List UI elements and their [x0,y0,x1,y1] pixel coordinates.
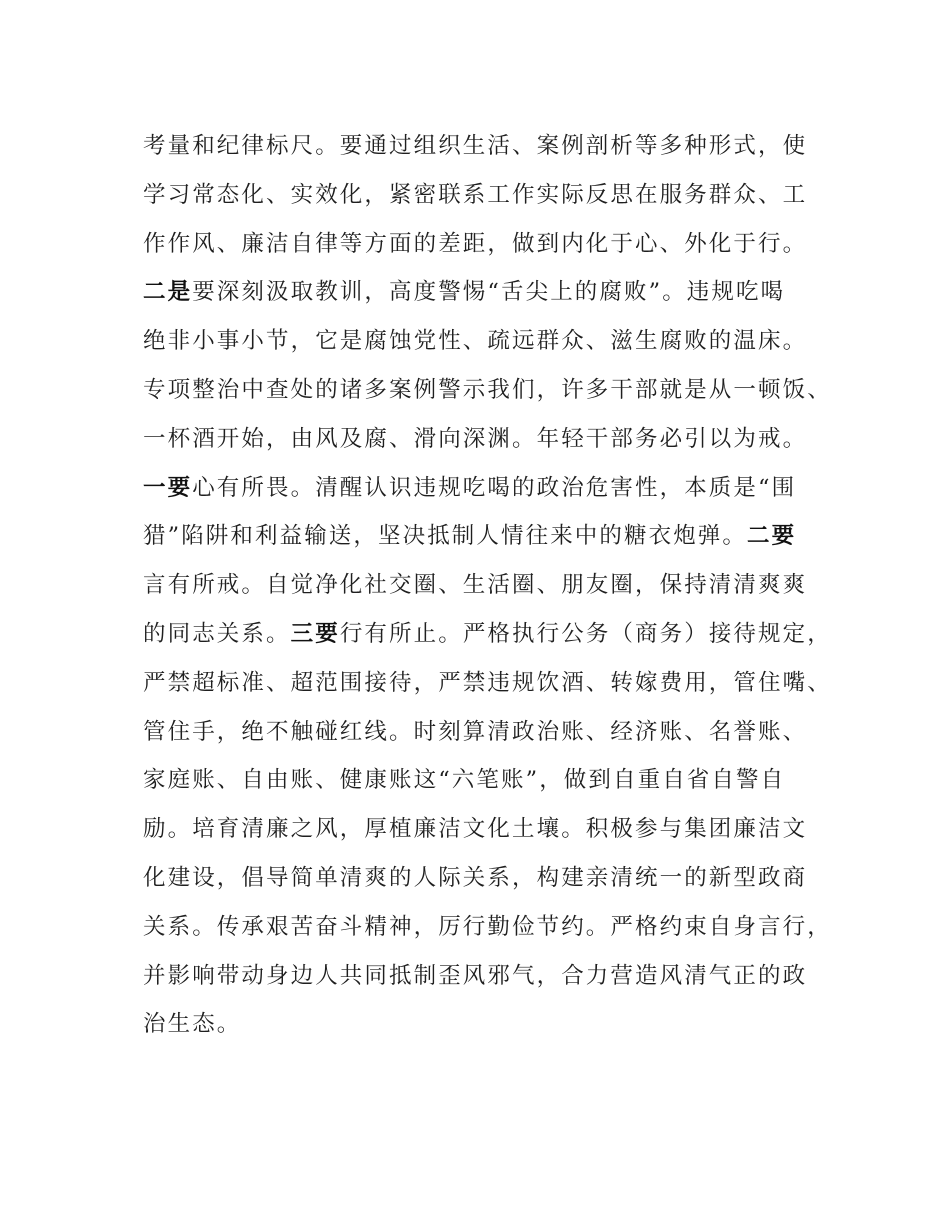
text-segment: 关系。传承艰苦奋斗精神，厉行勤俭节约。严格约束自身言行， [143,913,832,940]
text-line [143,171,833,220]
text-line [143,464,833,513]
bold-lead-phrase: 三要 [290,620,340,647]
text-line [143,952,833,1001]
text-segment: 的同志关系。 [143,620,291,647]
text-segment: 家庭账、自由账、健康账这“六笔账”，做到自重自省自警自 [143,767,786,794]
text-segment: 严禁超标准、超范围接待，严禁违规饮酒、转嫁费用，管住嘴、 [143,669,832,696]
text-segment: 作作风、廉洁自律等方面的差距，做到内化于心、外化于行。 [143,230,808,257]
text-segment: 猎”陷阱和利益输送，坚决抵制人情往来中的糖衣炮弹。 [143,523,748,550]
text-segment: 行有所止。严格执行公务（商务）接待规定， [339,620,832,647]
text-line [143,512,833,561]
text-line [143,220,833,269]
text-segment: 绝非小事小节，它是腐蚀党性、疏远群众、滋生腐败的温床。 [143,328,808,355]
text-segment: 治生态。 [143,1011,242,1038]
text-line [143,122,833,171]
text-segment: 言有所戒。自觉净化社交圈、生活圈、朋友圈，保持清清爽爽 [143,572,808,599]
text-line [143,561,833,610]
text-line [143,610,833,659]
text-line [143,317,833,366]
body-text [143,122,833,1049]
bold-lead-phrase: 二要 [747,523,797,550]
text-segment: 化建设，倡导简单清爽的人际关系，构建亲清统一的新型政商 [143,864,808,891]
text-line [143,805,833,854]
text-segment: 要深刻汲取教训，高度警惕“舌尖上的腐败”。违规吃喝 [192,279,786,306]
text-segment: 一杯酒开始，由风及腐、滑向深渊。年轻干部务必引以为戒。 [143,425,808,452]
text-segment: 考量和纪律标尺。要通过组织生活、案例剖析等多种形式，使 [143,133,808,159]
text-line [143,415,833,464]
text-segment: 心有所畏。清醒认识违规吃喝的政治危害性，本质是“围 [192,474,797,501]
text-segment: 专项整治中查处的诸多案例警示我们，许多干部就是从一顿饭、 [143,376,832,403]
text-segment: 学习常态化、实效化，紧密联系工作实际反思在服务群众、工 [143,181,808,208]
text-line [143,756,833,805]
text-line [143,1000,833,1049]
text-line [143,268,833,317]
text-segment: 励。培育清廉之风，厚植廉洁文化土壤。积极参与集团廉洁文 [143,816,808,843]
text-line [143,659,833,708]
text-line [143,854,833,903]
text-line [143,708,833,757]
text-segment: 管住手，绝不触碰红线。时刻算清政治账、经济账、名誉账、 [143,718,808,745]
text-line [143,366,833,415]
bold-lead-phrase: 二是 [143,279,193,306]
text-segment: 并影响带动身边人共同抵制歪风邪气，合力营造风清气正的政 [143,962,808,989]
text-line [143,903,833,952]
bold-lead-phrase: 一要 [143,474,193,501]
